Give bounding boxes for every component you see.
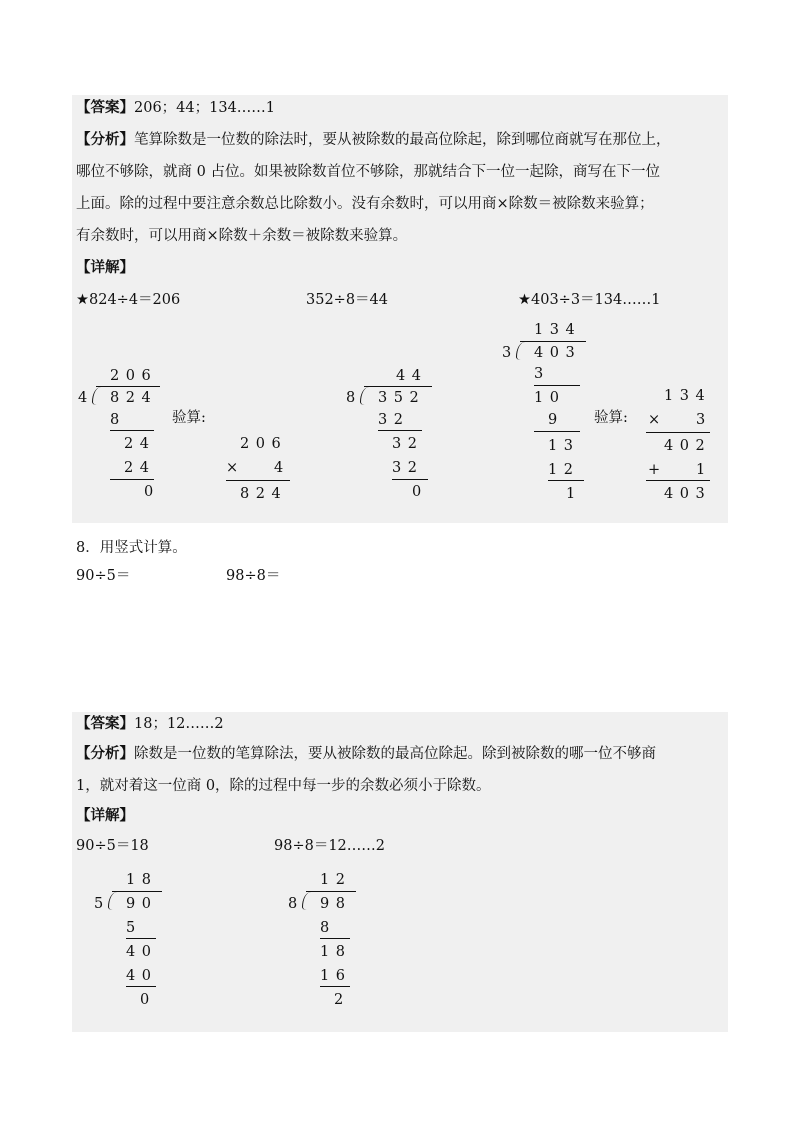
equation-2: 352÷8＝44 [306,292,389,308]
factor: 3 [696,412,712,428]
detail-label: 【详解】 [76,259,134,276]
equation-3: ★403÷3＝134……1 [518,292,661,308]
step: 2 [334,992,350,1008]
quotient: 206 [110,368,158,384]
times-sign: × [226,460,239,476]
sum: 403 [664,486,712,502]
step: 24 [124,436,156,452]
answer-text: 18；12……2 [134,716,224,732]
check-label: 验算: [172,410,206,426]
step: 12 [548,462,580,478]
step: 0 [144,484,160,500]
analysis-label: 【分析】 [76,745,134,762]
dividend: 90 [126,896,158,912]
step: 24 [124,460,156,476]
step: 8 [320,920,336,936]
divisor: 5 [94,896,104,912]
dividend: 352 [378,390,426,406]
analysis-line-4: 有余数时，可以用商×除数＋余数＝被除数来验算。 [76,228,408,244]
partial-product: 402 [664,438,712,454]
divisor: 4 [78,390,88,406]
times-sign: × [648,412,661,428]
step: 32 [378,412,410,428]
step: 32 [392,460,424,476]
factor: 134 [664,388,712,404]
analysis-line-3: 上面。除的过程中要注意余数总比除数小。没有余数时，可以用商×除数＝被除数来验算； [76,196,654,212]
answer-label: 【答案】 [76,99,134,116]
step: 0 [140,992,156,1008]
step: 0 [412,484,428,500]
step: 1 [566,486,582,502]
dividend: 403 [534,345,582,361]
step: 3 [534,366,550,382]
step: 32 [392,436,424,452]
step: 18 [320,944,352,960]
step: 5 [126,920,142,936]
equation-2: 98÷8＝12……2 [274,838,386,854]
divisor: 3 [502,345,512,361]
analysis-line-1 [76,744,656,764]
question-8-problem-2: 98÷8＝ [226,568,281,584]
analysis-text: 除数是一位数的笔算除法，要从被除数的最高位除起。除到被除数的哪一位不够商 [134,746,656,762]
answer-text: 206；44；134……1 [134,100,276,116]
step: 16 [320,968,352,984]
quotient: 134 [534,322,582,338]
answer-label: 【答案】 [76,715,134,732]
product: 824 [240,486,288,502]
quotient: 18 [126,872,158,888]
factor: 4 [274,460,290,476]
question-8-title: 8．用竖式计算。 [76,540,187,556]
equation-1: ★824÷4＝206 [76,292,181,308]
question-8-problem-1: 90÷5＝ [76,568,131,584]
analysis-text: 笔算除数是一位数的除法时，要从被除数的最高位除起，除到哪位商就写在那位上， [134,132,671,148]
divisor: 8 [346,390,356,406]
analysis-line-1 [76,130,671,150]
step: 8 [110,412,126,428]
answer-line-q8 [76,714,224,734]
factor: 206 [240,436,288,452]
step: 40 [126,968,158,984]
dividend: 824 [110,390,158,406]
detail-label: 【详解】 [76,807,134,824]
equation-1: 90÷5＝18 [76,838,149,854]
remainder: 1 [696,462,712,478]
step: 9 [548,412,564,428]
analysis-label: 【分析】 [76,131,134,148]
quotient: 44 [396,368,428,384]
quotient: 12 [320,872,352,888]
answer-line-q7 [76,98,275,118]
dividend: 98 [320,896,352,912]
analysis-line-2: 1，就对着这一位商 0，除的过程中每一步的余数必须小于除数。 [76,778,491,794]
analysis-line-2: 哪位不够除，就商 0 占位。如果被除数首位不够除，那就结合下一位一起除，商写在下一位 [76,164,660,180]
step: 13 [548,438,580,454]
check-label: 验算: [594,410,628,426]
plus-sign: + [648,462,661,478]
step: 40 [126,944,158,960]
divisor: 8 [288,896,298,912]
step: 10 [534,390,566,406]
